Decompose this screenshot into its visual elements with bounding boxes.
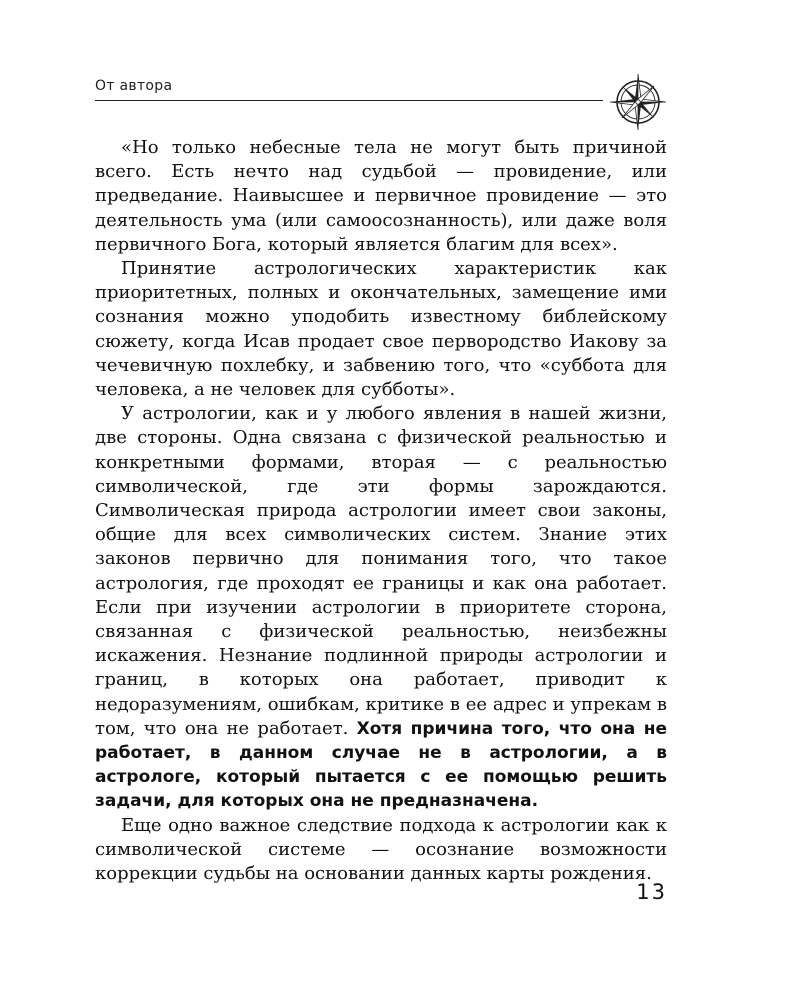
page-number: 13 [636,880,667,904]
paragraph-3-bold: Хотя причина того, что она не работает, в данном случае не в астрологии, а в астрологе, который пытается с ее помощью решить задачи, для которых она не предназначена. [95,718,667,812]
paragraph-4: Еще одно важное следствие подхода к астрологии как к символической системе — осознание возможности коррекции судьбы на основании данных карты рождения. [95,814,667,885]
compass-rose-icon [608,72,668,132]
running-head: От автора [95,78,173,94]
paragraph-2: Принятие астрологических характеристик как приоритетных, полных и окончательных, замещение ими сознания можно уподобить известному библейскому сюжету, когда Исав продает свое первородство Иакову за чечевичную похлебку, и забвению того, что «суббота для человека, а не человек для субботы». [95,258,667,401]
header-rule [95,100,603,101]
paragraph-3 [95,402,667,813]
paragraph-3-regular: У астрологии, как и у любого явления в нашей жизни, две стороны. Одна связана с физической реальностью и конкретными формами, вторая — с реальностью символической, где эти формы зарождаются. Символическая природа астрологии имеет свои законы, общие для всех символических систем. Знание этих законов первично для понимания того, что такое астрология, где проходят ее границы и как она работает. Если при изучении астрологии в приоритете сторона, связанная с физической реальностью, неизбежны искажения. Незнание подлинной природы астрологии и границ, в которых она работает, приводит к недоразумениям, ошибкам, критике в ее адрес и упрекам в том, что она не работает. [95,403,667,739]
page-text [95,136,667,886]
paragraph-1: «Но только небесные тела не могут быть причиной всего. Есть нечто над судьбой — провидение, или предведание. Наивысшее и первичное провидение — это деятельность ума (или самоосознанность), или даже воля первичного Бога, который является благим для всех». [95,137,667,255]
